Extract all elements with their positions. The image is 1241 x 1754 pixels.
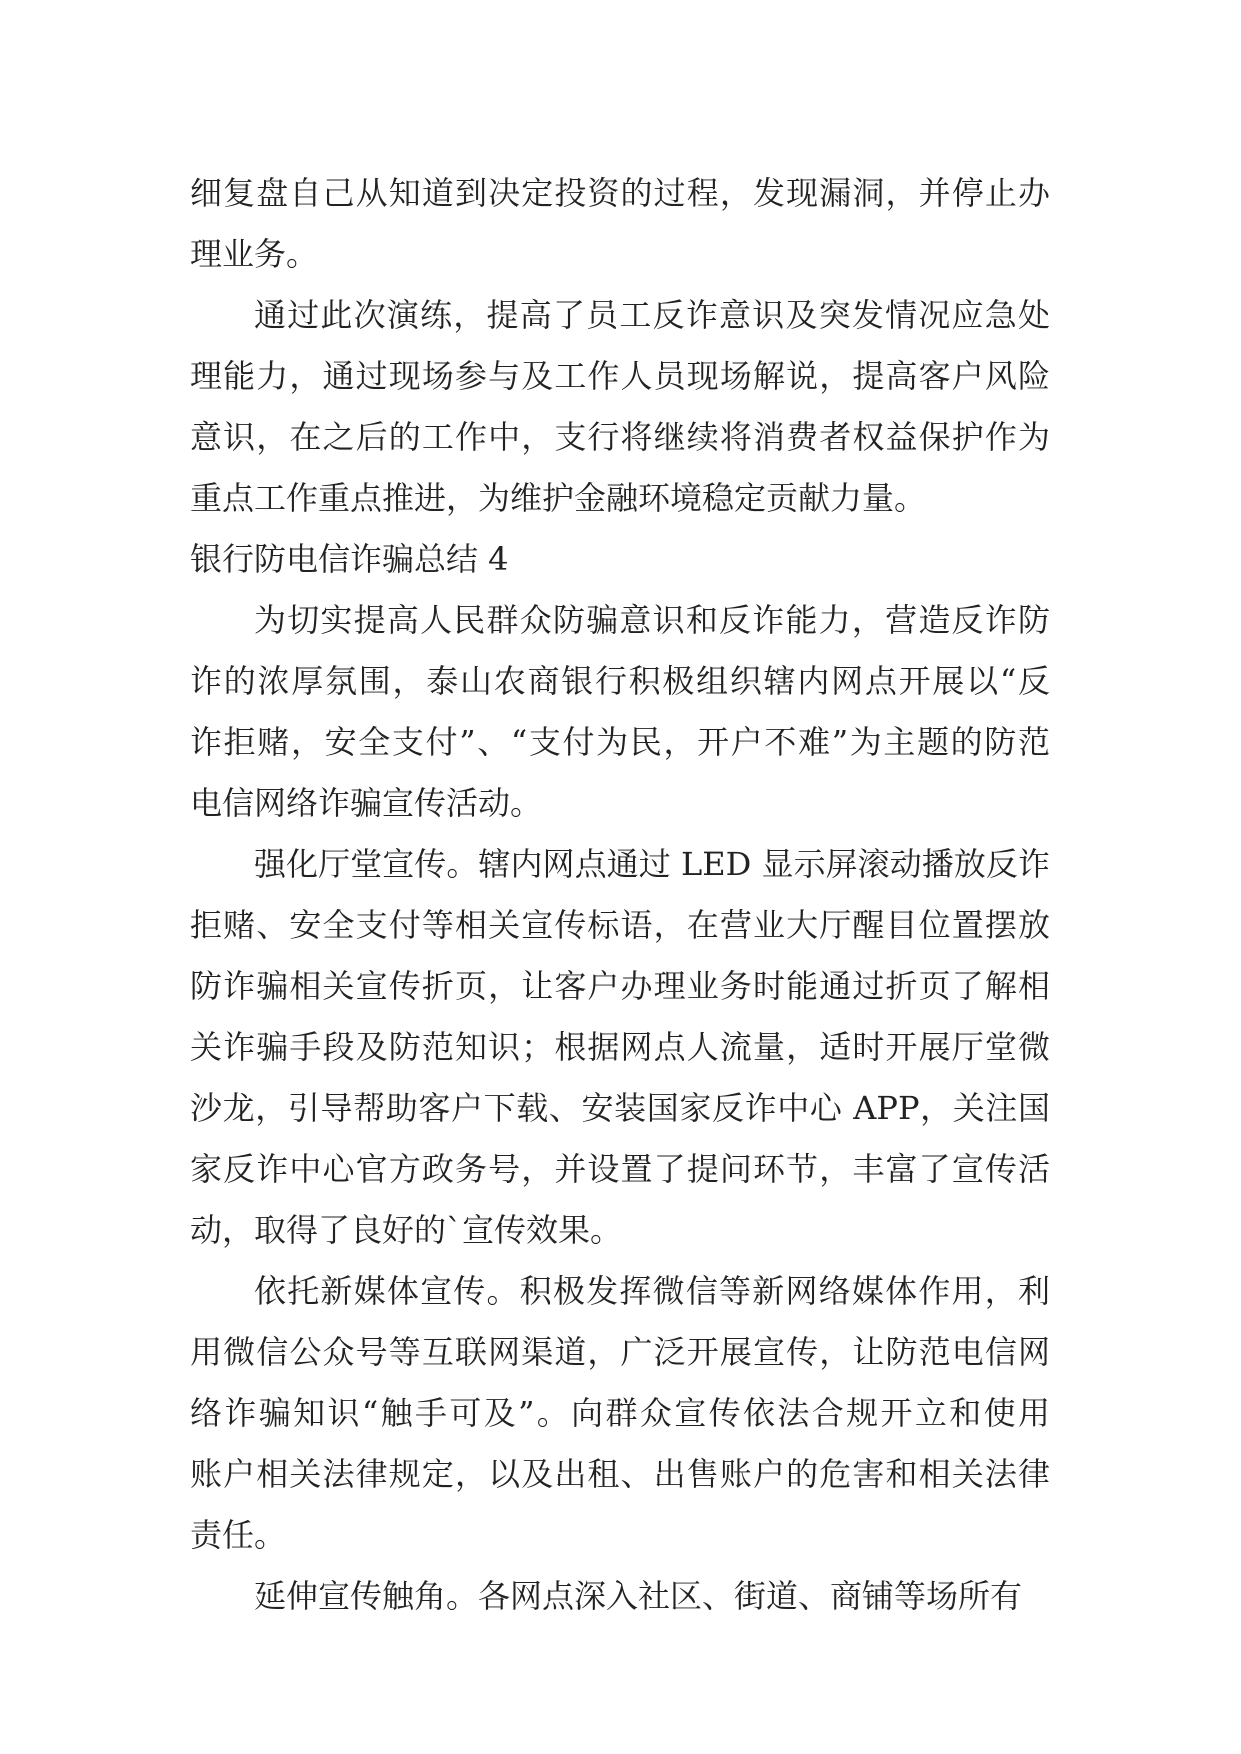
text-line: 重点工作重点推进，为维护金融环境稳定贡献力量。 xyxy=(190,479,927,517)
paragraph-drill-summary xyxy=(190,285,1050,529)
text-line: 防诈骗相关宣传折页，让客户办理业务时能通过折页了解相 xyxy=(190,967,1050,1005)
text-line: 理能力，通过现场参与及工作人员现场解说，提高客户风险 xyxy=(190,357,1050,395)
text-line: 拒赌、安全支付等相关宣传标语，在营业大厅醒目位置摆放 xyxy=(190,906,1050,944)
paragraph-outreach xyxy=(190,1566,1050,1627)
text-line: 通过此次演练，提高了员工反诈意识及突发情况应急处 xyxy=(254,296,1050,334)
text-line: 诈拒赌，安全支付”、“支付为民，开户不难”为主题的防范 xyxy=(190,723,1050,761)
paragraph-continuation xyxy=(190,163,1050,285)
text-line: 理业务。 xyxy=(190,235,319,273)
text-line: 细复盘自己从知道到决定投资的过程，发现漏洞，并停止办 xyxy=(190,174,1050,212)
document-body xyxy=(190,163,1050,1627)
paragraph-intro xyxy=(190,590,1050,834)
paragraph-new-media xyxy=(190,1261,1050,1566)
section-heading-text: 银行防电信诈骗总结 4 xyxy=(190,540,509,578)
text-line: 依托新媒体宣传。积极发挥微信等新网络媒体作用，利 xyxy=(254,1272,1050,1310)
text-line: 沙龙，引导帮助客户下载、安装国家反诈中心 APP，关注国 xyxy=(190,1089,1050,1127)
text-line: 责任。 xyxy=(190,1516,287,1554)
text-line: 络诈骗知识“触手可及”。向群众宣传依法合规开立和使用 xyxy=(190,1394,1050,1432)
text-line: 为切实提高人民群众防骗意识和反诈能力，营造反诈防 xyxy=(254,601,1050,639)
text-line: 诈的浓厚氛围，泰山农商银行积极组织辖内网点开展以“反 xyxy=(190,662,1050,700)
paragraph-lobby-promotion xyxy=(190,834,1050,1261)
text-line: 用微信公众号等互联网渠道，广泛开展宣传，让防范电信网 xyxy=(190,1333,1050,1371)
text-line: 家反诈中心官方政务号，并设置了提问环节，丰富了宣传活 xyxy=(190,1150,1050,1188)
text-line: 账户相关法律规定，以及出租、出售账户的危害和相关法律 xyxy=(190,1455,1050,1493)
text-line: 延伸宣传触角。各网点深入社区、街道、商铺等场所有 xyxy=(254,1577,1023,1615)
text-line: 强化厅堂宣传。辖内网点通过 LED 显示屏滚动播放反诈 xyxy=(254,845,1050,883)
text-line: 动，取得了良好的`宣传效果。 xyxy=(190,1211,623,1249)
section-heading xyxy=(190,529,1050,590)
text-line: 意识，在之后的工作中，支行将继续将消费者权益保护作为 xyxy=(190,418,1050,456)
text-line: 关诈骗手段及防范知识；根据网点人流量，适时开展厅堂微 xyxy=(190,1028,1050,1066)
text-line: 电信网络诈骗宣传活动。 xyxy=(190,784,543,822)
